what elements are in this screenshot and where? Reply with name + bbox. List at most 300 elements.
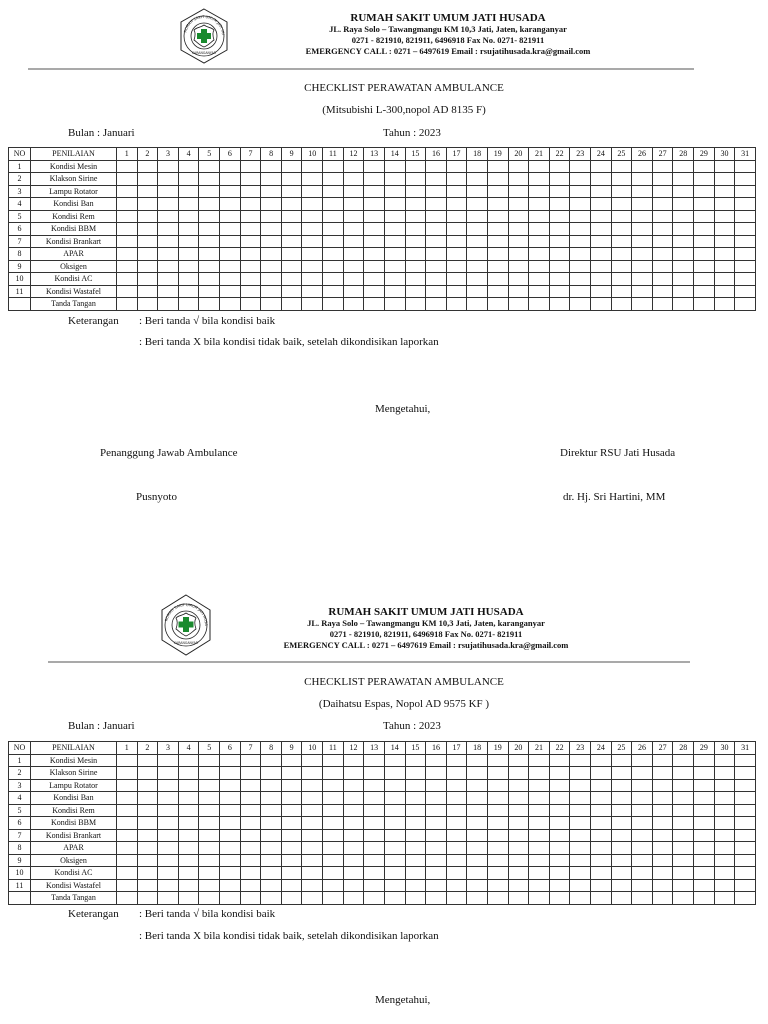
day-check-cell[interactable] bbox=[178, 198, 199, 211]
day-check-cell[interactable] bbox=[137, 754, 158, 767]
day-check-cell[interactable] bbox=[591, 235, 612, 248]
day-check-cell[interactable] bbox=[302, 842, 323, 855]
day-check-cell[interactable] bbox=[508, 298, 529, 311]
day-check-cell[interactable] bbox=[364, 792, 385, 805]
day-check-cell[interactable] bbox=[591, 273, 612, 286]
day-check-cell[interactable] bbox=[302, 248, 323, 261]
day-check-cell[interactable] bbox=[508, 260, 529, 273]
day-check-cell[interactable] bbox=[343, 298, 364, 311]
day-check-cell[interactable] bbox=[591, 792, 612, 805]
day-check-cell[interactable] bbox=[240, 892, 261, 905]
day-check-cell[interactable] bbox=[632, 792, 653, 805]
day-check-cell[interactable] bbox=[570, 892, 591, 905]
day-check-cell[interactable] bbox=[117, 198, 138, 211]
day-check-cell[interactable] bbox=[220, 804, 241, 817]
day-check-cell[interactable] bbox=[261, 792, 282, 805]
day-check-cell[interactable] bbox=[323, 198, 344, 211]
day-check-cell[interactable] bbox=[508, 248, 529, 261]
day-check-cell[interactable] bbox=[261, 273, 282, 286]
day-check-cell[interactable] bbox=[302, 867, 323, 880]
day-check-cell[interactable] bbox=[199, 842, 220, 855]
day-check-cell[interactable] bbox=[281, 829, 302, 842]
day-check-cell[interactable] bbox=[199, 260, 220, 273]
day-check-cell[interactable] bbox=[694, 173, 715, 186]
day-check-cell[interactable] bbox=[508, 829, 529, 842]
day-check-cell[interactable] bbox=[529, 198, 550, 211]
day-check-cell[interactable] bbox=[364, 867, 385, 880]
day-check-cell[interactable] bbox=[220, 842, 241, 855]
day-check-cell[interactable] bbox=[384, 223, 405, 236]
day-check-cell[interactable] bbox=[117, 210, 138, 223]
day-check-cell[interactable] bbox=[591, 160, 612, 173]
day-check-cell[interactable] bbox=[694, 804, 715, 817]
day-check-cell[interactable] bbox=[281, 754, 302, 767]
day-check-cell[interactable] bbox=[220, 198, 241, 211]
day-check-cell[interactable] bbox=[137, 298, 158, 311]
day-check-cell[interactable] bbox=[240, 817, 261, 830]
day-check-cell[interactable] bbox=[405, 879, 426, 892]
day-check-cell[interactable] bbox=[261, 854, 282, 867]
day-check-cell[interactable] bbox=[384, 854, 405, 867]
day-check-cell[interactable] bbox=[529, 804, 550, 817]
day-check-cell[interactable] bbox=[281, 854, 302, 867]
day-check-cell[interactable] bbox=[529, 767, 550, 780]
day-check-cell[interactable] bbox=[508, 867, 529, 880]
day-check-cell[interactable] bbox=[467, 210, 488, 223]
day-check-cell[interactable] bbox=[240, 248, 261, 261]
day-check-cell[interactable] bbox=[652, 804, 673, 817]
day-check-cell[interactable] bbox=[529, 879, 550, 892]
day-check-cell[interactable] bbox=[714, 198, 735, 211]
day-check-cell[interactable] bbox=[673, 867, 694, 880]
day-check-cell[interactable] bbox=[632, 273, 653, 286]
day-check-cell[interactable] bbox=[178, 160, 199, 173]
day-check-cell[interactable] bbox=[446, 210, 467, 223]
day-check-cell[interactable] bbox=[178, 842, 199, 855]
day-check-cell[interactable] bbox=[158, 248, 179, 261]
day-check-cell[interactable] bbox=[735, 260, 756, 273]
day-check-cell[interactable] bbox=[508, 198, 529, 211]
day-check-cell[interactable] bbox=[611, 235, 632, 248]
day-check-cell[interactable] bbox=[591, 248, 612, 261]
day-check-cell[interactable] bbox=[199, 817, 220, 830]
day-check-cell[interactable] bbox=[405, 298, 426, 311]
day-check-cell[interactable] bbox=[343, 817, 364, 830]
day-check-cell[interactable] bbox=[632, 867, 653, 880]
day-check-cell[interactable] bbox=[735, 767, 756, 780]
day-check-cell[interactable] bbox=[220, 260, 241, 273]
day-check-cell[interactable] bbox=[261, 767, 282, 780]
day-check-cell[interactable] bbox=[137, 804, 158, 817]
day-check-cell[interactable] bbox=[323, 235, 344, 248]
day-check-cell[interactable] bbox=[240, 223, 261, 236]
day-check-cell[interactable] bbox=[549, 879, 570, 892]
day-check-cell[interactable] bbox=[384, 260, 405, 273]
day-check-cell[interactable] bbox=[261, 829, 282, 842]
day-check-cell[interactable] bbox=[735, 792, 756, 805]
day-check-cell[interactable] bbox=[220, 248, 241, 261]
day-check-cell[interactable] bbox=[405, 804, 426, 817]
day-check-cell[interactable] bbox=[529, 273, 550, 286]
day-check-cell[interactable] bbox=[467, 260, 488, 273]
day-check-cell[interactable] bbox=[611, 210, 632, 223]
day-check-cell[interactable] bbox=[199, 198, 220, 211]
day-check-cell[interactable] bbox=[426, 829, 447, 842]
day-check-cell[interactable] bbox=[220, 867, 241, 880]
day-check-cell[interactable] bbox=[117, 260, 138, 273]
day-check-cell[interactable] bbox=[735, 817, 756, 830]
day-check-cell[interactable] bbox=[549, 754, 570, 767]
day-check-cell[interactable] bbox=[652, 210, 673, 223]
day-check-cell[interactable] bbox=[323, 223, 344, 236]
day-check-cell[interactable] bbox=[343, 210, 364, 223]
day-check-cell[interactable] bbox=[199, 248, 220, 261]
day-check-cell[interactable] bbox=[117, 817, 138, 830]
day-check-cell[interactable] bbox=[405, 260, 426, 273]
day-check-cell[interactable] bbox=[714, 235, 735, 248]
day-check-cell[interactable] bbox=[714, 173, 735, 186]
day-check-cell[interactable] bbox=[302, 804, 323, 817]
day-check-cell[interactable] bbox=[302, 260, 323, 273]
day-check-cell[interactable] bbox=[302, 160, 323, 173]
day-check-cell[interactable] bbox=[117, 285, 138, 298]
day-check-cell[interactable] bbox=[220, 160, 241, 173]
day-check-cell[interactable] bbox=[405, 792, 426, 805]
day-check-cell[interactable] bbox=[240, 160, 261, 173]
day-check-cell[interactable] bbox=[694, 892, 715, 905]
day-check-cell[interactable] bbox=[508, 223, 529, 236]
day-check-cell[interactable] bbox=[302, 235, 323, 248]
day-check-cell[interactable] bbox=[632, 248, 653, 261]
day-check-cell[interactable] bbox=[426, 223, 447, 236]
day-check-cell[interactable] bbox=[570, 235, 591, 248]
day-check-cell[interactable] bbox=[467, 285, 488, 298]
day-check-cell[interactable] bbox=[426, 285, 447, 298]
day-check-cell[interactable] bbox=[487, 185, 508, 198]
day-check-cell[interactable] bbox=[508, 892, 529, 905]
day-check-cell[interactable] bbox=[240, 210, 261, 223]
day-check-cell[interactable] bbox=[652, 185, 673, 198]
day-check-cell[interactable] bbox=[364, 779, 385, 792]
day-check-cell[interactable] bbox=[714, 879, 735, 892]
day-check-cell[interactable] bbox=[117, 273, 138, 286]
day-check-cell[interactable] bbox=[137, 235, 158, 248]
day-check-cell[interactable] bbox=[735, 223, 756, 236]
day-check-cell[interactable] bbox=[632, 779, 653, 792]
day-check-cell[interactable] bbox=[611, 248, 632, 261]
day-check-cell[interactable] bbox=[611, 779, 632, 792]
day-check-cell[interactable] bbox=[467, 198, 488, 211]
day-check-cell[interactable] bbox=[384, 892, 405, 905]
day-check-cell[interactable] bbox=[487, 285, 508, 298]
day-check-cell[interactable] bbox=[508, 792, 529, 805]
day-check-cell[interactable] bbox=[735, 185, 756, 198]
day-check-cell[interactable] bbox=[591, 779, 612, 792]
day-check-cell[interactable] bbox=[302, 779, 323, 792]
day-check-cell[interactable] bbox=[714, 210, 735, 223]
day-check-cell[interactable] bbox=[611, 879, 632, 892]
day-check-cell[interactable] bbox=[611, 198, 632, 211]
day-check-cell[interactable] bbox=[302, 223, 323, 236]
day-check-cell[interactable] bbox=[178, 185, 199, 198]
day-check-cell[interactable] bbox=[220, 754, 241, 767]
day-check-cell[interactable] bbox=[487, 754, 508, 767]
day-check-cell[interactable] bbox=[364, 223, 385, 236]
day-check-cell[interactable] bbox=[652, 235, 673, 248]
day-check-cell[interactable] bbox=[591, 260, 612, 273]
day-check-cell[interactable] bbox=[714, 854, 735, 867]
day-check-cell[interactable] bbox=[591, 804, 612, 817]
day-check-cell[interactable] bbox=[199, 829, 220, 842]
day-check-cell[interactable] bbox=[178, 767, 199, 780]
day-check-cell[interactable] bbox=[652, 248, 673, 261]
day-check-cell[interactable] bbox=[323, 173, 344, 186]
day-check-cell[interactable] bbox=[137, 879, 158, 892]
day-check-cell[interactable] bbox=[508, 779, 529, 792]
day-check-cell[interactable] bbox=[137, 210, 158, 223]
day-check-cell[interactable] bbox=[570, 198, 591, 211]
day-check-cell[interactable] bbox=[652, 273, 673, 286]
day-check-cell[interactable] bbox=[487, 235, 508, 248]
day-check-cell[interactable] bbox=[487, 867, 508, 880]
day-check-cell[interactable] bbox=[632, 754, 653, 767]
day-check-cell[interactable] bbox=[549, 223, 570, 236]
day-check-cell[interactable] bbox=[632, 298, 653, 311]
day-check-cell[interactable] bbox=[405, 767, 426, 780]
day-check-cell[interactable] bbox=[487, 817, 508, 830]
day-check-cell[interactable] bbox=[117, 854, 138, 867]
day-check-cell[interactable] bbox=[178, 173, 199, 186]
day-check-cell[interactable] bbox=[302, 817, 323, 830]
day-check-cell[interactable] bbox=[673, 298, 694, 311]
day-check-cell[interactable] bbox=[426, 779, 447, 792]
day-check-cell[interactable] bbox=[137, 867, 158, 880]
day-check-cell[interactable] bbox=[137, 767, 158, 780]
day-check-cell[interactable] bbox=[199, 210, 220, 223]
day-check-cell[interactable] bbox=[673, 273, 694, 286]
day-check-cell[interactable] bbox=[323, 867, 344, 880]
day-check-cell[interactable] bbox=[508, 842, 529, 855]
day-check-cell[interactable] bbox=[714, 260, 735, 273]
day-check-cell[interactable] bbox=[735, 754, 756, 767]
day-check-cell[interactable] bbox=[302, 298, 323, 311]
day-check-cell[interactable] bbox=[158, 260, 179, 273]
day-check-cell[interactable] bbox=[199, 273, 220, 286]
day-check-cell[interactable] bbox=[240, 829, 261, 842]
day-check-cell[interactable] bbox=[673, 223, 694, 236]
day-check-cell[interactable] bbox=[694, 285, 715, 298]
day-check-cell[interactable] bbox=[446, 867, 467, 880]
day-check-cell[interactable] bbox=[178, 792, 199, 805]
day-check-cell[interactable] bbox=[508, 879, 529, 892]
day-check-cell[interactable] bbox=[281, 298, 302, 311]
day-check-cell[interactable] bbox=[117, 842, 138, 855]
day-check-cell[interactable] bbox=[487, 173, 508, 186]
day-check-cell[interactable] bbox=[508, 185, 529, 198]
day-check-cell[interactable] bbox=[694, 160, 715, 173]
day-check-cell[interactable] bbox=[117, 160, 138, 173]
day-check-cell[interactable] bbox=[426, 892, 447, 905]
day-check-cell[interactable] bbox=[446, 817, 467, 830]
day-check-cell[interactable] bbox=[714, 285, 735, 298]
day-check-cell[interactable] bbox=[508, 767, 529, 780]
day-check-cell[interactable] bbox=[364, 248, 385, 261]
day-check-cell[interactable] bbox=[323, 817, 344, 830]
day-check-cell[interactable] bbox=[261, 892, 282, 905]
day-check-cell[interactable] bbox=[652, 829, 673, 842]
day-check-cell[interactable] bbox=[323, 160, 344, 173]
day-check-cell[interactable] bbox=[591, 185, 612, 198]
day-check-cell[interactable] bbox=[467, 867, 488, 880]
day-check-cell[interactable] bbox=[384, 185, 405, 198]
day-check-cell[interactable] bbox=[694, 235, 715, 248]
day-check-cell[interactable] bbox=[343, 892, 364, 905]
day-check-cell[interactable] bbox=[426, 198, 447, 211]
day-check-cell[interactable] bbox=[570, 223, 591, 236]
day-check-cell[interactable] bbox=[570, 867, 591, 880]
day-check-cell[interactable] bbox=[323, 829, 344, 842]
day-check-cell[interactable] bbox=[446, 198, 467, 211]
day-check-cell[interactable] bbox=[220, 285, 241, 298]
day-check-cell[interactable] bbox=[178, 285, 199, 298]
day-check-cell[interactable] bbox=[446, 223, 467, 236]
day-check-cell[interactable] bbox=[467, 854, 488, 867]
day-check-cell[interactable] bbox=[426, 854, 447, 867]
day-check-cell[interactable] bbox=[158, 210, 179, 223]
day-check-cell[interactable] bbox=[673, 173, 694, 186]
day-check-cell[interactable] bbox=[487, 298, 508, 311]
day-check-cell[interactable] bbox=[323, 879, 344, 892]
day-check-cell[interactable] bbox=[426, 185, 447, 198]
day-check-cell[interactable] bbox=[220, 892, 241, 905]
day-check-cell[interactable] bbox=[487, 879, 508, 892]
day-check-cell[interactable] bbox=[364, 198, 385, 211]
day-check-cell[interactable] bbox=[117, 879, 138, 892]
day-check-cell[interactable] bbox=[158, 892, 179, 905]
day-check-cell[interactable] bbox=[714, 767, 735, 780]
day-check-cell[interactable] bbox=[364, 185, 385, 198]
day-check-cell[interactable] bbox=[384, 779, 405, 792]
day-check-cell[interactable] bbox=[446, 754, 467, 767]
day-check-cell[interactable] bbox=[199, 235, 220, 248]
day-check-cell[interactable] bbox=[673, 829, 694, 842]
day-check-cell[interactable] bbox=[343, 804, 364, 817]
day-check-cell[interactable] bbox=[158, 298, 179, 311]
day-check-cell[interactable] bbox=[611, 892, 632, 905]
day-check-cell[interactable] bbox=[261, 879, 282, 892]
day-check-cell[interactable] bbox=[405, 210, 426, 223]
day-check-cell[interactable] bbox=[467, 879, 488, 892]
day-check-cell[interactable] bbox=[343, 792, 364, 805]
day-check-cell[interactable] bbox=[529, 892, 550, 905]
day-check-cell[interactable] bbox=[220, 185, 241, 198]
day-check-cell[interactable] bbox=[384, 792, 405, 805]
day-check-cell[interactable] bbox=[323, 754, 344, 767]
day-check-cell[interactable] bbox=[694, 248, 715, 261]
day-check-cell[interactable] bbox=[652, 867, 673, 880]
day-check-cell[interactable] bbox=[199, 173, 220, 186]
day-check-cell[interactable] bbox=[364, 829, 385, 842]
day-check-cell[interactable] bbox=[549, 854, 570, 867]
day-check-cell[interactable] bbox=[714, 160, 735, 173]
day-check-cell[interactable] bbox=[529, 754, 550, 767]
day-check-cell[interactable] bbox=[549, 298, 570, 311]
day-check-cell[interactable] bbox=[405, 273, 426, 286]
day-check-cell[interactable] bbox=[446, 779, 467, 792]
day-check-cell[interactable] bbox=[281, 779, 302, 792]
day-check-cell[interactable] bbox=[508, 754, 529, 767]
day-check-cell[interactable] bbox=[281, 792, 302, 805]
day-check-cell[interactable] bbox=[632, 879, 653, 892]
day-check-cell[interactable] bbox=[240, 792, 261, 805]
day-check-cell[interactable] bbox=[446, 160, 467, 173]
day-check-cell[interactable] bbox=[591, 842, 612, 855]
day-check-cell[interactable] bbox=[240, 198, 261, 211]
day-check-cell[interactable] bbox=[446, 829, 467, 842]
day-check-cell[interactable] bbox=[117, 248, 138, 261]
day-check-cell[interactable] bbox=[426, 298, 447, 311]
day-check-cell[interactable] bbox=[364, 842, 385, 855]
day-check-cell[interactable] bbox=[261, 285, 282, 298]
day-check-cell[interactable] bbox=[343, 198, 364, 211]
day-check-cell[interactable] bbox=[261, 842, 282, 855]
day-check-cell[interactable] bbox=[487, 767, 508, 780]
day-check-cell[interactable] bbox=[240, 879, 261, 892]
day-check-cell[interactable] bbox=[158, 198, 179, 211]
day-check-cell[interactable] bbox=[364, 817, 385, 830]
day-check-cell[interactable] bbox=[529, 173, 550, 186]
day-check-cell[interactable] bbox=[302, 210, 323, 223]
day-check-cell[interactable] bbox=[632, 817, 653, 830]
day-check-cell[interactable] bbox=[467, 248, 488, 261]
day-check-cell[interactable] bbox=[178, 829, 199, 842]
day-check-cell[interactable] bbox=[178, 754, 199, 767]
day-check-cell[interactable] bbox=[529, 248, 550, 261]
day-check-cell[interactable] bbox=[302, 854, 323, 867]
day-check-cell[interactable] bbox=[673, 879, 694, 892]
day-check-cell[interactable] bbox=[240, 867, 261, 880]
day-check-cell[interactable] bbox=[652, 767, 673, 780]
day-check-cell[interactable] bbox=[302, 829, 323, 842]
day-check-cell[interactable] bbox=[570, 285, 591, 298]
day-check-cell[interactable] bbox=[240, 804, 261, 817]
day-check-cell[interactable] bbox=[570, 804, 591, 817]
day-check-cell[interactable] bbox=[549, 804, 570, 817]
day-check-cell[interactable] bbox=[467, 892, 488, 905]
day-check-cell[interactable] bbox=[487, 160, 508, 173]
day-check-cell[interactable] bbox=[178, 298, 199, 311]
day-check-cell[interactable] bbox=[714, 842, 735, 855]
day-check-cell[interactable] bbox=[323, 260, 344, 273]
day-check-cell[interactable] bbox=[632, 198, 653, 211]
day-check-cell[interactable] bbox=[281, 285, 302, 298]
day-check-cell[interactable] bbox=[137, 273, 158, 286]
day-check-cell[interactable] bbox=[529, 867, 550, 880]
day-check-cell[interactable] bbox=[487, 892, 508, 905]
day-check-cell[interactable] bbox=[343, 842, 364, 855]
day-check-cell[interactable] bbox=[117, 173, 138, 186]
day-check-cell[interactable] bbox=[570, 273, 591, 286]
day-check-cell[interactable] bbox=[405, 223, 426, 236]
day-check-cell[interactable] bbox=[343, 879, 364, 892]
day-check-cell[interactable] bbox=[591, 767, 612, 780]
day-check-cell[interactable] bbox=[487, 779, 508, 792]
day-check-cell[interactable] bbox=[694, 879, 715, 892]
day-check-cell[interactable] bbox=[570, 185, 591, 198]
day-check-cell[interactable] bbox=[158, 160, 179, 173]
day-check-cell[interactable] bbox=[652, 892, 673, 905]
day-check-cell[interactable] bbox=[158, 173, 179, 186]
